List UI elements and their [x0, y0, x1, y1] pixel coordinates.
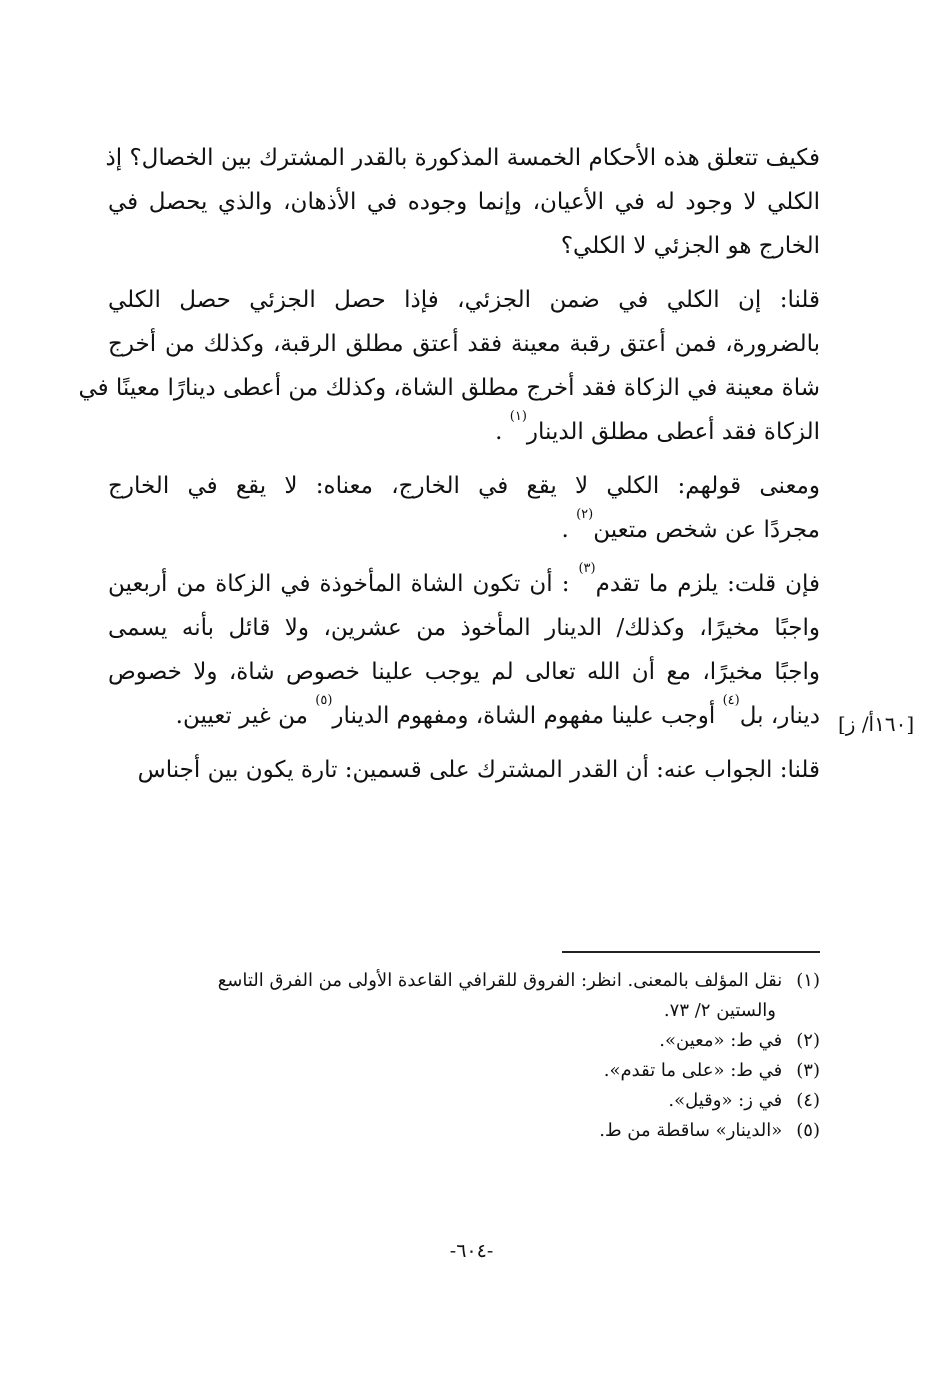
footnote-marker[interactable]: (٥)	[315, 693, 333, 708]
footnote-text: في ز: «وقيل».	[668, 1090, 783, 1111]
main-text	[78, 136, 821, 802]
line-text: دينار، بل	[739, 703, 820, 729]
footnote-item	[108, 1116, 820, 1146]
footnote-item	[108, 1086, 820, 1116]
footnote-continuation: والستين ٢/ ٧٣.	[663, 1000, 776, 1021]
footnote-marker[interactable]: (٢)	[576, 507, 594, 522]
line-text: فإن قلت: يلزم ما تقدم	[595, 571, 821, 597]
line-text: : أن تكون الشاة المأخوذة في الزكاة من أربعين	[108, 571, 579, 597]
paragraph-3	[108, 464, 820, 552]
page-number: -٦٠٤-	[449, 1240, 494, 1262]
paragraph-4	[108, 562, 820, 738]
footnote-item	[108, 966, 820, 996]
line-text: الزكاة فقد أعطى مطلق الدينار	[526, 419, 820, 445]
footnote-text: «الدينار» ساقطة من ط.	[599, 1120, 783, 1141]
footnote-number: (٣)	[796, 1060, 820, 1081]
footnote-separator	[562, 951, 820, 953]
text-line: الخارج هو الجزئي لا الكلي؟	[560, 233, 820, 259]
footnote-marker[interactable]: (٣)	[578, 561, 596, 576]
text-line: واجبًا مخيرًا، وكذلك/ الدينار المأخوذ من عشرين، ولا قائل بأنه يسمى	[108, 615, 820, 641]
footnote-number: (٥)	[796, 1120, 820, 1141]
text-line	[108, 562, 820, 606]
line-text: من غير تعيين.	[175, 703, 316, 729]
text-line: واجبًا مخيرًا، مع أن الله تعالى لم يوجب علينا خصوص شاة، ولا خصوص	[108, 659, 820, 685]
footnote-text: في ط: «معين».	[659, 1030, 783, 1051]
text-line: الكلي لا وجود له في الأعيان، وإنما وجوده في الأذهان، والذي يحصل في	[108, 189, 820, 215]
line-text: أوجب علينا مفهوم الشاة، ومفهوم الدينار	[332, 703, 723, 729]
text-line	[108, 508, 820, 552]
text-line: بالضرورة، فمن أعتق رقبة معينة فقد أعتق مطلق الرقبة، وكذلك من أخرج	[108, 331, 821, 357]
footnote-number: (٢)	[796, 1030, 820, 1051]
text-line	[108, 694, 820, 738]
text-line: قلنا: إن الكلي في ضمن الجزئي، فإذا حصل الجزئي حصل الكلي	[108, 287, 820, 313]
text-line	[108, 410, 820, 454]
footnote-text: في ط: «على ما تقدم».	[603, 1060, 783, 1081]
text-line: قلنا: الجواب عنه: أن القدر المشترك على قسمين: تارة يكون بين أجناس	[137, 757, 820, 783]
footnote-marker[interactable]: (١)	[509, 409, 527, 424]
line-text: مجردًا عن شخص متعين	[593, 517, 820, 543]
line-tail: .	[561, 517, 577, 543]
footnote-item	[108, 1056, 820, 1086]
footnote-item	[108, 1026, 820, 1056]
footnote-text: نقل المؤلف بالمعنى. انظر: الفروق للقرافي القاعدة الأولى من الفرق التاسع	[217, 970, 783, 991]
footnotes	[108, 966, 820, 1146]
text-line: ومعنى قولهم: الكلي لا يقع في الخارج، معناه: لا يقع في الخارج	[108, 473, 820, 499]
text-line: فكيف تتعلق هذه الأحكام الخمسة المذكورة بالقدر المشترك بين الخصال؟ إذ	[105, 145, 820, 171]
footnote-number: (٤)	[796, 1090, 820, 1111]
paragraph-2	[78, 278, 821, 454]
paragraph-1	[105, 136, 820, 268]
paragraph-5	[108, 748, 820, 792]
manuscript-folio-note: [١٦٠أ/ ز]	[838, 712, 915, 736]
text-line: شاة معينة في الزكاة فقد أخرج مطلق الشاة، وكذلك من أعطى دينارًا معينًا في	[78, 375, 820, 401]
footnote-marker[interactable]: (٤)	[722, 693, 740, 708]
footnote-number: (١)	[796, 970, 820, 991]
line-tail: .	[495, 419, 510, 445]
